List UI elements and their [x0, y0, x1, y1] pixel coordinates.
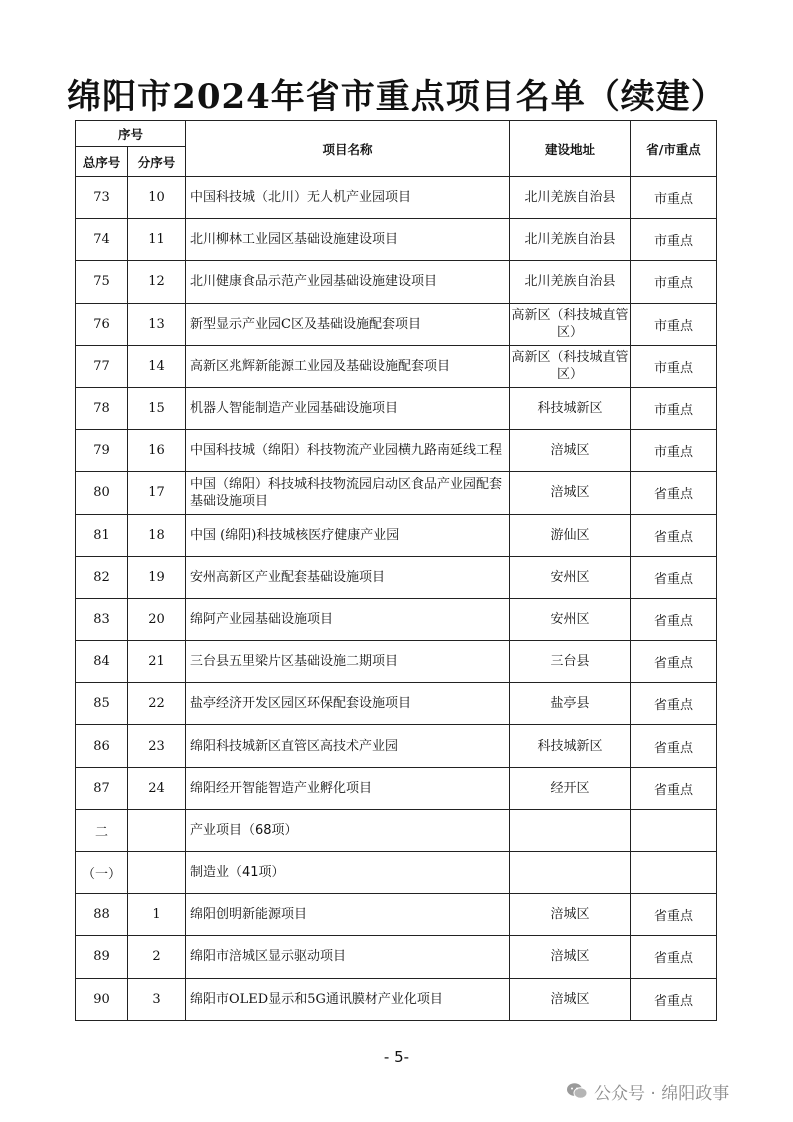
level-cell: 省重点	[631, 514, 717, 556]
total-seq-cell: 86	[76, 725, 128, 767]
sub-seq-cell: 13	[128, 303, 186, 345]
header-project-name: 项目名称	[186, 121, 510, 177]
project-name-cell: 中国科技城（绵阳）科技物流产业园横九路南延线工程	[186, 430, 510, 472]
header-total-seq: 总序号	[76, 147, 128, 177]
level-cell: 市重点	[631, 303, 717, 345]
project-name-cell: 中国（绵阳）科技城科技物流园启动区食品产业园配套基础设施项目	[186, 472, 510, 514]
section-row	[76, 852, 717, 894]
total-seq-cell: 83	[76, 598, 128, 640]
table-row	[76, 894, 717, 936]
level-cell: 市重点	[631, 345, 717, 387]
location-cell: 盐亭县	[510, 683, 631, 725]
watermark-text: 公众号 · 绵阳政事	[594, 1083, 730, 1104]
location-cell: 高新区（科技城直管区）	[510, 345, 631, 387]
table-row	[76, 767, 717, 809]
empty-cell	[128, 852, 186, 894]
location-cell: 涪城区	[510, 978, 631, 1020]
total-seq-cell: 76	[76, 303, 128, 345]
total-seq-cell: 74	[76, 219, 128, 261]
sub-seq-cell: 21	[128, 641, 186, 683]
table-row	[76, 598, 717, 640]
sub-seq-cell: 1	[128, 894, 186, 936]
total-seq-cell: 90	[76, 978, 128, 1020]
location-cell: 涪城区	[510, 430, 631, 472]
level-cell: 省重点	[631, 894, 717, 936]
project-name-cell: 机器人智能制造产业园基础设施项目	[186, 387, 510, 429]
total-seq-cell: 82	[76, 556, 128, 598]
section-row	[76, 809, 717, 851]
project-name-cell: 绵阿产业园基础设施项目	[186, 598, 510, 640]
level-cell: 市重点	[631, 261, 717, 303]
table-row	[76, 936, 717, 978]
sub-seq-cell: 10	[128, 177, 186, 219]
table-row	[76, 514, 717, 556]
sub-seq-cell: 3	[128, 978, 186, 1020]
sub-seq-cell: 19	[128, 556, 186, 598]
project-name-cell: 绵阳市OLED显示和5G通讯膜材产业化项目	[186, 978, 510, 1020]
project-name-cell: 绵阳创明新能源项目	[186, 894, 510, 936]
location-cell: 高新区（科技城直管区）	[510, 303, 631, 345]
project-name-cell: 新型显示产业园C区及基础设施配套项目	[186, 303, 510, 345]
sub-seq-cell: 18	[128, 514, 186, 556]
project-name-cell: 绵阳经开智能智造产业孵化项目	[186, 767, 510, 809]
level-cell: 市重点	[631, 219, 717, 261]
total-seq-cell: 89	[76, 936, 128, 978]
location-cell: 经开区	[510, 767, 631, 809]
level-cell: 省重点	[631, 767, 717, 809]
level-cell: 市重点	[631, 387, 717, 429]
project-table	[75, 120, 717, 1021]
empty-cell	[510, 809, 631, 851]
header-sub-seq: 分序号	[128, 147, 186, 177]
header-level: 省/市重点	[631, 121, 717, 177]
level-cell: 市重点	[631, 177, 717, 219]
project-name-cell: 高新区兆辉新能源工业园及基础设施配套项目	[186, 345, 510, 387]
location-cell: 安州区	[510, 598, 631, 640]
level-cell: 省重点	[631, 725, 717, 767]
location-cell: 科技城新区	[510, 725, 631, 767]
section-number-cell: （一）	[76, 852, 128, 894]
location-cell: 涪城区	[510, 936, 631, 978]
sub-seq-cell: 20	[128, 598, 186, 640]
sub-seq-cell: 12	[128, 261, 186, 303]
total-seq-cell: 81	[76, 514, 128, 556]
section-number-cell: 二	[76, 809, 128, 851]
location-cell: 北川羌族自治县	[510, 219, 631, 261]
location-cell: 涪城区	[510, 472, 631, 514]
project-name-cell: 北川健康食品示范产业园基础设施建设项目	[186, 261, 510, 303]
location-cell: 安州区	[510, 556, 631, 598]
section-title-cell: 产业项目（68项）	[186, 809, 510, 851]
table-row	[76, 683, 717, 725]
sub-seq-cell: 24	[128, 767, 186, 809]
sub-seq-cell: 14	[128, 345, 186, 387]
empty-cell	[631, 852, 717, 894]
table-row	[76, 261, 717, 303]
project-name-cell: 盐亭经济开发区园区环保配套设施项目	[186, 683, 510, 725]
empty-cell	[510, 852, 631, 894]
table-row	[76, 725, 717, 767]
total-seq-cell: 87	[76, 767, 128, 809]
total-seq-cell: 84	[76, 641, 128, 683]
project-name-cell: 绵阳市涪城区显示驱动项目	[186, 936, 510, 978]
table-row	[76, 472, 717, 514]
project-name-cell: 三台县五里梁片区基础设施二期项目	[186, 641, 510, 683]
location-cell: 游仙区	[510, 514, 631, 556]
level-cell: 省重点	[631, 556, 717, 598]
sub-seq-cell: 16	[128, 430, 186, 472]
total-seq-cell: 88	[76, 894, 128, 936]
level-cell: 省重点	[631, 641, 717, 683]
total-seq-cell: 79	[76, 430, 128, 472]
sub-seq-cell: 22	[128, 683, 186, 725]
location-cell: 三台县	[510, 641, 631, 683]
total-seq-cell: 78	[76, 387, 128, 429]
level-cell: 省重点	[631, 598, 717, 640]
table-row	[76, 641, 717, 683]
project-name-cell: 中国 (绵阳)科技城核医疗健康产业园	[186, 514, 510, 556]
location-cell: 涪城区	[510, 894, 631, 936]
project-name-cell: 中国科技城（北川）无人机产业园项目	[186, 177, 510, 219]
page-number: - 5-	[383, 1048, 410, 1066]
total-seq-cell: 80	[76, 472, 128, 514]
section-title-cell: 制造业（41项）	[186, 852, 510, 894]
project-name-cell: 北川柳林工业园区基础设施建设项目	[186, 219, 510, 261]
table-row	[76, 177, 717, 219]
level-cell: 省重点	[631, 472, 717, 514]
level-cell: 省重点	[631, 978, 717, 1020]
table-row	[76, 303, 717, 345]
project-name-cell: 安州高新区产业配套基础设施项目	[186, 556, 510, 598]
total-seq-cell: 73	[76, 177, 128, 219]
watermark	[566, 1078, 729, 1104]
page-title: 绵阳市2024年省市重点项目名单（续建）	[67, 77, 726, 117]
empty-cell	[631, 809, 717, 851]
table-row	[76, 387, 717, 429]
sub-seq-cell: 15	[128, 387, 186, 429]
total-seq-cell: 85	[76, 683, 128, 725]
sub-seq-cell: 23	[128, 725, 186, 767]
table-row	[76, 556, 717, 598]
header-location: 建设地址	[510, 121, 631, 177]
location-cell: 科技城新区	[510, 387, 631, 429]
total-seq-cell: 75	[76, 261, 128, 303]
empty-cell	[128, 809, 186, 851]
table-row	[76, 978, 717, 1020]
header-seq-group: 序号	[76, 121, 186, 147]
location-cell: 北川羌族自治县	[510, 177, 631, 219]
total-seq-cell: 77	[76, 345, 128, 387]
table-row	[76, 345, 717, 387]
table-row	[76, 219, 717, 261]
sub-seq-cell: 2	[128, 936, 186, 978]
level-cell: 省重点	[631, 936, 717, 978]
level-cell: 市重点	[631, 430, 717, 472]
level-cell: 省重点	[631, 683, 717, 725]
table-row	[76, 430, 717, 472]
wechat-icon	[566, 1082, 588, 1100]
sub-seq-cell: 17	[128, 472, 186, 514]
project-name-cell: 绵阳科技城新区直管区高技术产业园	[186, 725, 510, 767]
sub-seq-cell: 11	[128, 219, 186, 261]
location-cell: 北川羌族自治县	[510, 261, 631, 303]
